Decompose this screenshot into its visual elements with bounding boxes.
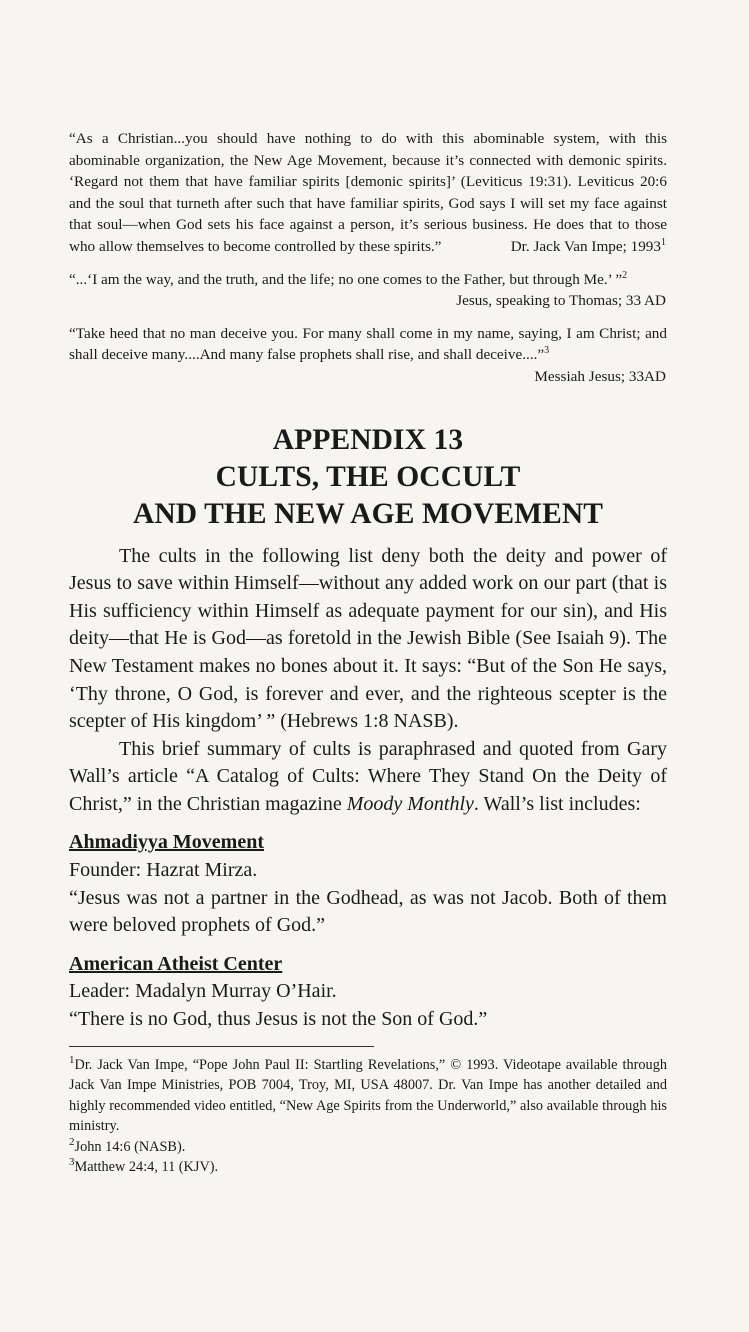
footnote-number: 2: [69, 1135, 75, 1148]
epigraph-quote: [69, 323, 667, 388]
footnote-number: 3: [69, 1156, 75, 1169]
quote-text: “...‘I am the way, and the truth, and the life; no one comes to the Father, but through Me.’ ”: [69, 270, 623, 288]
cult-entry: [69, 951, 667, 1034]
entry-title: Ahmadiyya Movement: [69, 831, 264, 854]
cult-entry: [69, 829, 667, 939]
footnote: $^2$John 14:6 (NASB).: [69, 1135, 186, 1155]
quote-attribution: Jesus, speaking to Thomas; 33 AD: [456, 292, 666, 310]
footnote: $^3$Matthew 24:4, 11 (KJV).: [69, 1156, 219, 1176]
paragraph: This brief summary of cults is paraphrased and quoted from Gary Wall’s article “A Catalog of Cults: Where They Stand On the Deity of Christ,” in the Christian magazine Moody Monthly. Wall’s list includes:: [69, 737, 667, 815]
entry-role: Leader: Madalyn Murray O’Hair.: [69, 980, 337, 1003]
entry-quote: “Jesus was not a partner in the Godhead, as was not Jacob. Both of them were beloved prophets of God.”: [69, 886, 667, 937]
entry-title: American Atheist Center: [69, 952, 283, 975]
footnotes: [69, 1055, 667, 1178]
quote-attribution: Dr. Jack Van Impe; 1993$^1$: [510, 236, 666, 255]
page-content: [69, 128, 667, 1178]
quote-text: “Take heed that no man deceive you. For many shall come in my name, saying, I am Christ; and shall deceive many....And many false prophets shall rise, and shall deceive....”: [69, 324, 667, 364]
magazine-title: Moody Monthly: [346, 792, 474, 815]
footnote-ref: 2: [622, 269, 628, 281]
footnote-divider: [69, 1046, 374, 1047]
footnote-ref: 1: [661, 236, 666, 248]
entry-role: Founder: Hazrat Mirza.: [69, 859, 258, 882]
paragraph: The cults in the following list deny both the deity and power of Jesus to save within Himself—without any added work on our part (that is His sufficiency within Himself as adequate payment for our sin), and His deity—that He is God—as foretold in the Jewish Bible (See Isaiah 9). The New Testament makes no bones about it. It says: “But of the Son He says, ‘Thy throne, O God, is forever and ever, and the righteous scepter is the scepter of His kingdom’ ” (Hebrews 1:8 NASB).: [69, 544, 667, 733]
entry-quote: “There is no God, thus Jesus is not the Son of God.”: [69, 1008, 488, 1031]
appendix-number: APPENDIX 13: [272, 423, 464, 456]
footnote-ref: 3: [544, 345, 550, 357]
appendix-heading: [69, 422, 667, 533]
quote-text: “As a Christian...you should have nothing to do with this abominable system, with this abominable organization, the New Age Movement, because it’s connected with demonic spirits. ‘Regard not them that have familiar spirits [demonic spirits]’ (Leviticus 19:31). Leviticus 20:6 and the soul that turneth after such that have familiar spirits, God says I will set my face against that soul—when God sets his face against a person, it’s serious business. He does that to those who allow themselves to become controlled by these spirits.”: [69, 130, 667, 255]
appendix-title-line-2: AND THE NEW AGE MOVEMENT: [132, 497, 604, 530]
body-text: [69, 543, 667, 819]
quote-attribution: Messiah Jesus; 33AD: [534, 367, 666, 385]
footnote-number: 1: [69, 1053, 75, 1066]
epigraph-quote: [69, 128, 667, 258]
epigraph-quote: [69, 269, 667, 312]
footnote: $^1$Dr. Jack Van Impe, “Pope John Paul II: Startling Revelations,” © 1993. Videotape available through Jack Van Impe Ministries, POB 7004, Troy, MI, USA 48007. Dr. Van Impe has another detailed and highly recommended video entitled, “New Age Spirits from the Underworld,” also available through his ministry.: [69, 1053, 667, 1135]
appendix-title-line-1: CULTS, THE OCCULT: [215, 460, 521, 493]
